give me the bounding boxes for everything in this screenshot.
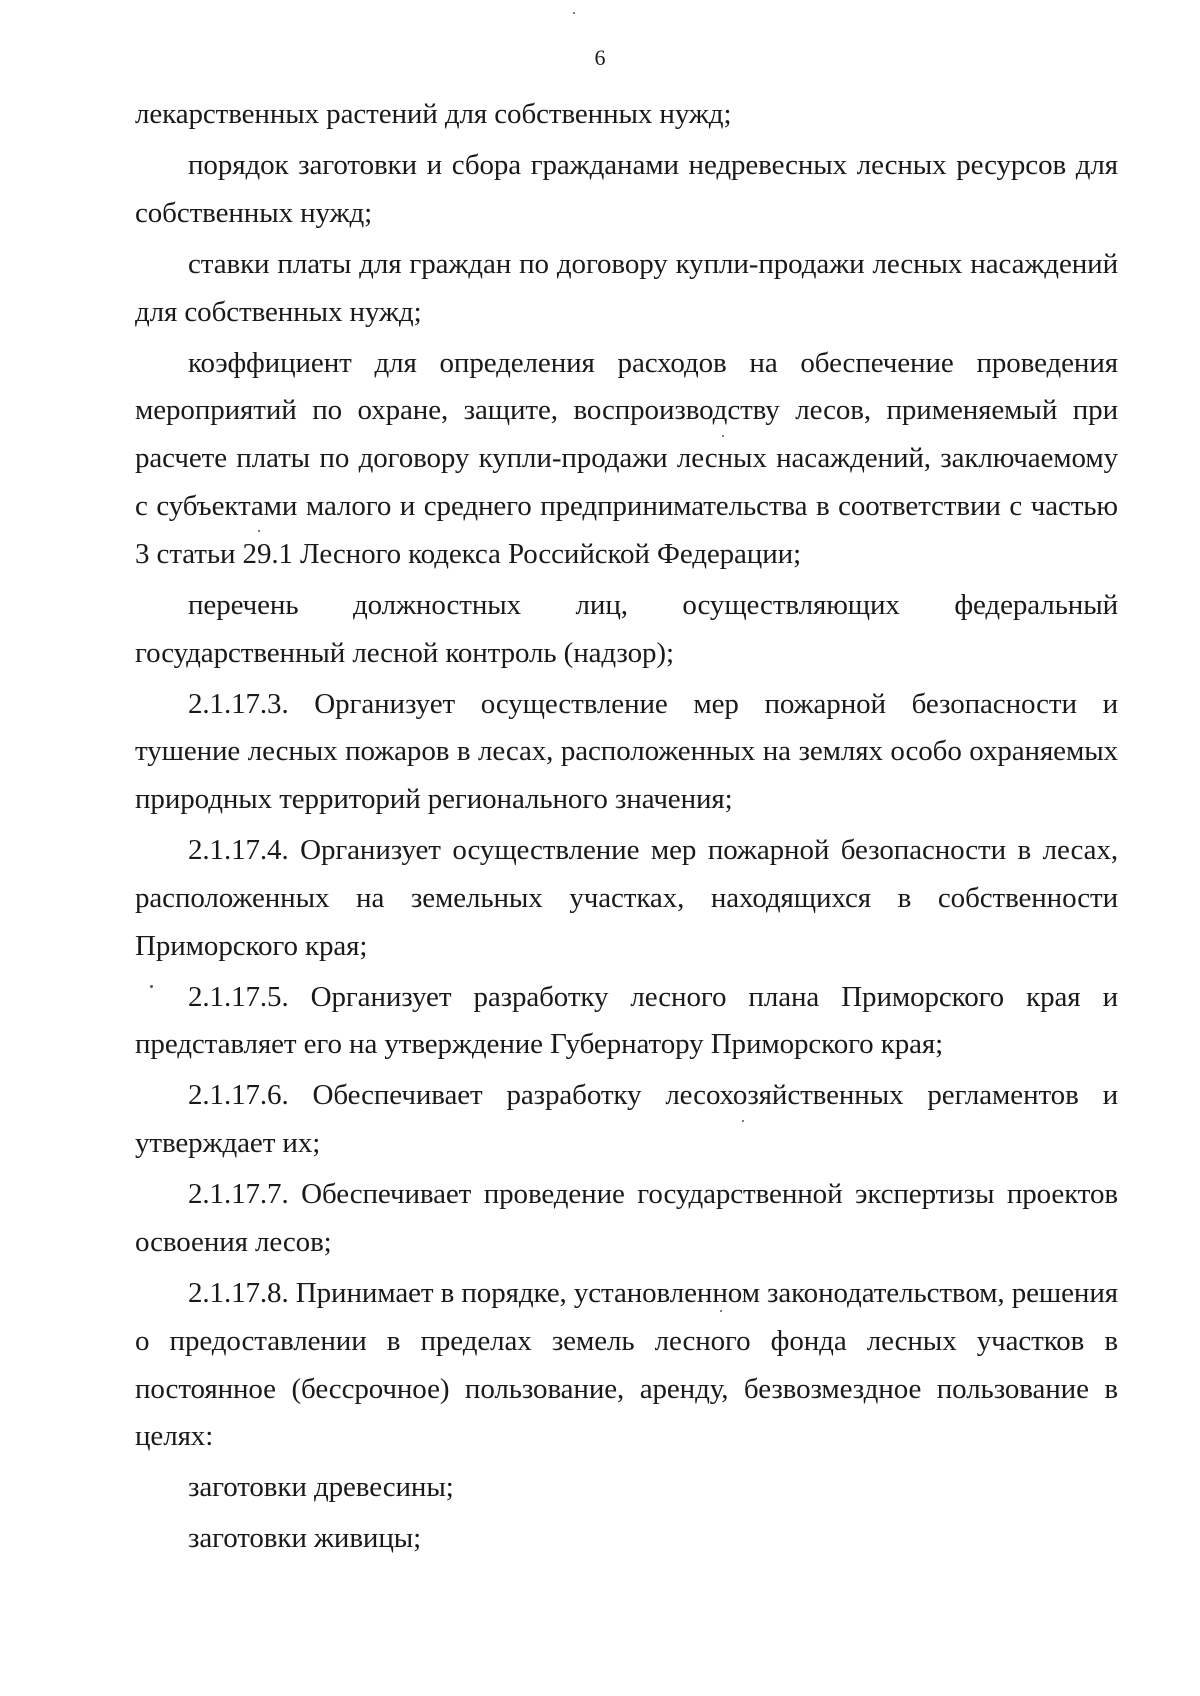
paragraph-coefficient: коэффициент для определения расходов на обеспечение проведения мероприятий по охране, защите, воспроизводству лесов, применяемый при расчете платы по договору купли-продажи лесных насаждений, заключаемому с субъектами малого и среднего предпринимательства в соответствии с частью 3 статьи 29.1 Лесного кодекса Российской Федерации; [135,346,1118,570]
paragraph-payment-rates: ставки платы для граждан по договору купли-продажи лесных насаждений для собственных нужд; [135,247,1118,328]
paragraph-continuation: лекарственных растений для собственных нужд; [135,98,732,130]
paragraph-2-1-17-4: 2.1.17.4. Организует осуществление мер пожарной безопасности в лесах, расположенных на земельных участках, находящихся в собственности Приморского края; [135,834,1118,962]
paragraph-officials-list: перечень должностных лиц, осуществляющих федеральный государственный лесной контроль (надзор); [135,588,1118,669]
document-body [135,91,1118,1563]
paragraph-2-1-17-7: 2.1.17.7. Обеспечивает проведение государственной экспертизы проектов освоения лесов; [135,1178,1118,1259]
list-item-resin-harvesting: заготовки живицы; [188,1522,422,1555]
paragraph-harvest-procedure: порядок заготовки и сбора гражданами недревесных лесных ресурсов для собственных нужд; [135,148,1118,229]
page-number: 6 [594,45,606,70]
paragraph-2-1-17-6: 2.1.17.6. Обеспечивает разработку лесохозяйственных регламентов и утверждает их; [135,1079,1118,1160]
paragraph-2-1-17-8: 2.1.17.8. Принимает в порядке, установленном законодательством, решения о предоставлении в пределах земель лесного фонда лесных участков в постоянное (бессрочное) пользование, аренду, безвозмездное пользование в целях: [135,1277,1118,1453]
list-item-wood-harvesting: заготовки древесины; [188,1471,454,1504]
paragraph-2-1-17-3: 2.1.17.3. Организует осуществление мер пожарной безопасности и тушение лесных пожаров в лесах, расположенных на землях особо охраняемых природных территорий регионального значения; [135,687,1118,816]
paragraph-2-1-17-5: 2.1.17.5. Организует разработку лесного плана Приморского края и представляет его на утверждение Губернатору Приморского края; [135,980,1118,1061]
